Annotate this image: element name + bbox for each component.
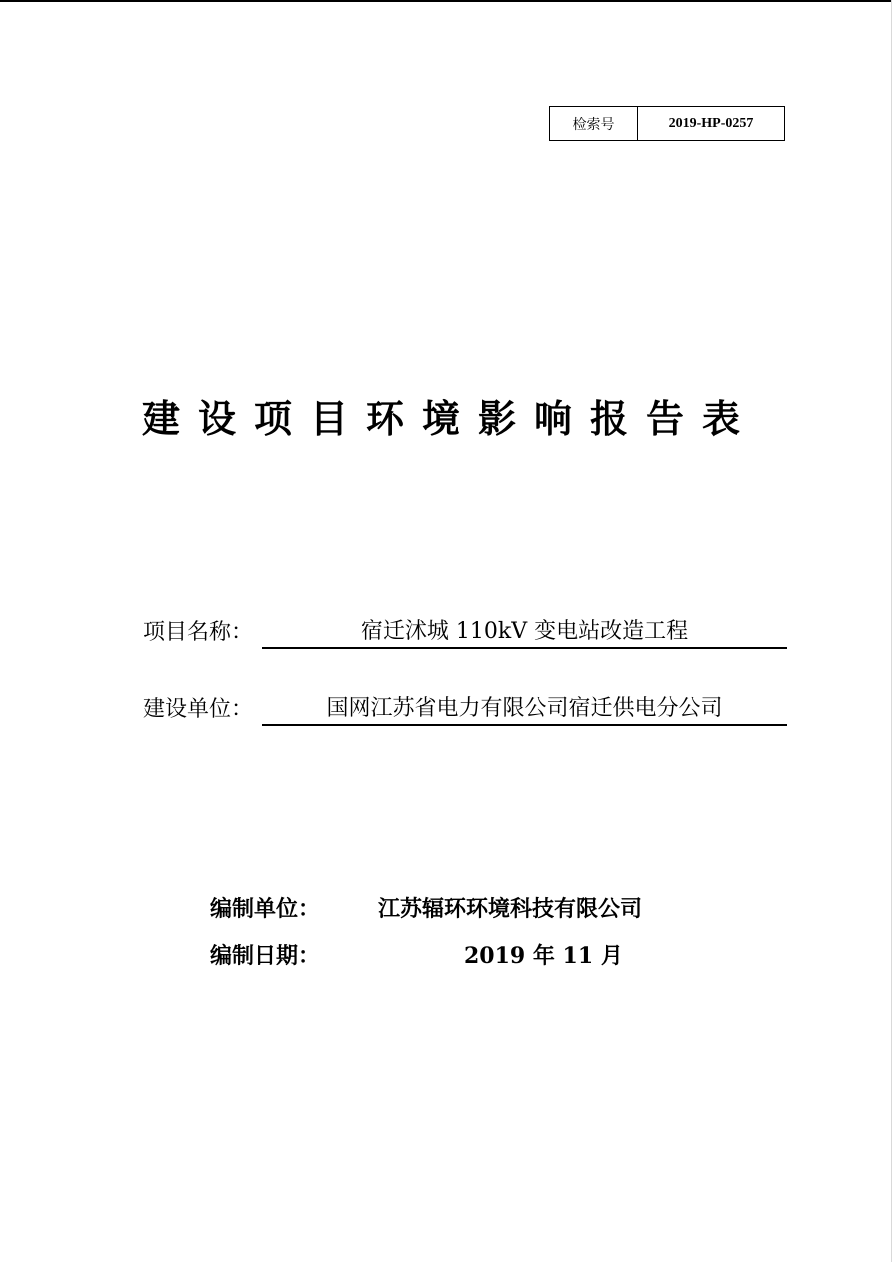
reference-number-label: 检索号 <box>550 107 638 140</box>
reference-number-box <box>549 106 785 141</box>
preparation-unit-value: 江苏辐环环境科技有限公司 <box>378 897 643 922</box>
preparation-unit-row <box>210 892 730 923</box>
project-name-value: 宿迁沭城 110kV 变电站改造工程 <box>262 614 787 649</box>
preparation-date-row <box>210 939 730 970</box>
project-name-row <box>143 613 787 649</box>
top-border-line <box>0 0 892 2</box>
project-name-label: 项目名称： <box>143 620 254 645</box>
document-title: 建设项目环境影响报告表 <box>141 397 758 441</box>
preparation-date-value: 2019 年 11 月 <box>464 943 623 969</box>
builder-row <box>143 690 787 726</box>
builder-label: 建设单位： <box>143 697 254 722</box>
preparation-date-label: 编制日期： <box>210 944 321 969</box>
builder-value: 国网江苏省电力有限公司宿迁供电分公司 <box>262 691 787 726</box>
reference-number-value: 2019-HP-0257 <box>668 115 754 131</box>
preparation-unit-label: 编制单位： <box>210 897 321 922</box>
